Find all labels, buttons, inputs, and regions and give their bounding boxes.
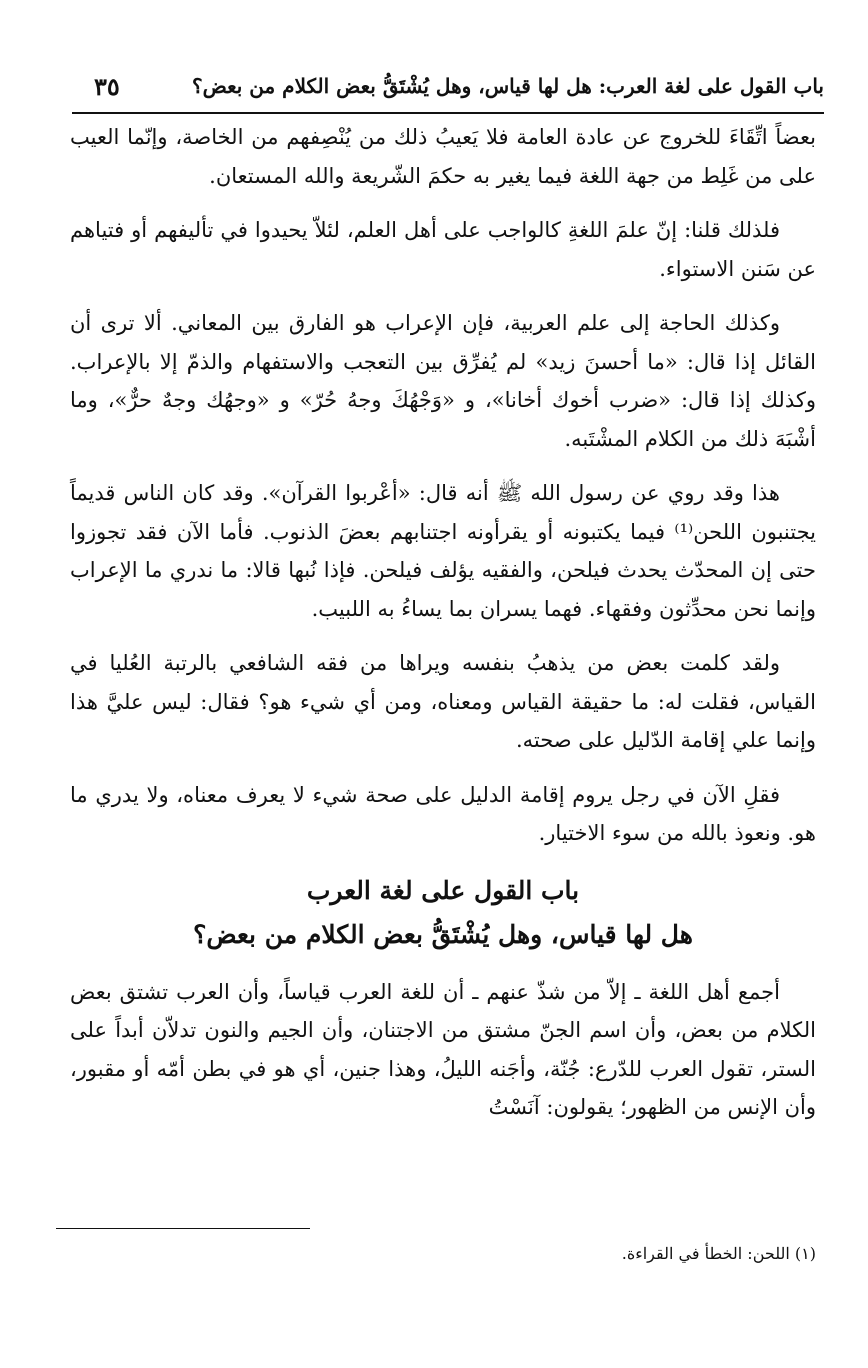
- footnote-divider: [56, 1228, 310, 1229]
- body-text: [70, 118, 816, 1143]
- header-title: باب القول على لغة العرب: هل لها قياس، وهل يُشْتَقُّ بعض الكلام من بعض؟: [191, 74, 824, 98]
- page-number: ٣٥: [94, 72, 120, 101]
- section-heading-line-1: باب القول على لغة العرب: [306, 875, 580, 905]
- footnote: (١) اللحن: الخطأ في القراءة.: [621, 1244, 816, 1263]
- paragraph-3: وكذلك الحاجة إلى علم العربية، فإن الإعراب هو الفارق بين المعاني. ألا ترى أن القائل إذا قال: «ما أحسنَ زيد» لم يُفرِّق بين التعجب والاستفهام والذمّ إلا بالإعراب. وكذلك إذا قال: «ضرب أخوك أخانا»، و «وَجْهُكَ وجهُ حُرّ» و «وجهُك وجهٌ حرٌّ»، وما أشْبَهَ ذلك من الكلام المشْتَبه.: [70, 311, 816, 451]
- section-paragraph: أجمع أهل اللغة ـ إلاّ من شذّ عنهم ـ أن للغة العرب قياساً، وأن العرب تشتق بعض الكلام من بعض، وأن اسم الجنّ مشتق من الاجتنان، وأن الجيم والنون تدلاّن أبداً على الستر، تقول العرب للدّرع: جُنّة، وأجَنه الليلُ، وهذا جنين، أي هو في بطن أمّه أو مقبور، وأن الإنس من الظهور؛ يقولون: آنَسْتُ: [70, 979, 816, 1119]
- section-heading-line-2: هل لها قياس، وهل يُشْتَقُّ بعض الكلام من بعض؟: [193, 919, 693, 949]
- paragraph-2: فلذلك قلنا: إنّ علمَ اللغةِ كالواجب على أهل العلم، لئلاّ يحيدوا في تأليفهم أو فتياهم عن سَنن الاستواء.: [70, 218, 816, 281]
- running-header: [72, 72, 824, 114]
- paragraph-5: ولقد كلمت بعض من يذهبُ بنفسه ويراها من فقه الشافعي بالرتبة العُليا في القياس، فقلت له: ما حقيقة القياس ومعناه، ومن أي شيء هو؟ فقال: ليس عليَّ هذا وإنما علي إقامة الدّليل على صحته.: [70, 651, 816, 752]
- paragraph-4: هذا وقد روي عن رسول الله ﷺ أنه قال: «أعْربوا القرآن». وقد كان الناس قديماً يجتنبون اللحن⁽¹⁾ فيما يكتبونه أو يقرأونه اجتنابهم بعضَ الذنوب. فأما الآن فقد تجوزوا حتى إن المحدّث يحدث فيلحن، والفقيه يؤلف فيلحن. فإذا نُبها قالا: ما ندري ما الإعراب وإنما نحن محدِّثون وفقهاء. فهما يسران بما يساءُ به اللبيب.: [70, 481, 817, 621]
- paragraph-1: بعضاً اتِّقَاءَ للخروج عن عادة العامة فلا يَعيبُ ذلك من يُنْصِفهم من الخاصة، وإنّما العيب على من غَلِط من جهة اللغة فيما يغير به حكمَ الشّريعة والله المستعان.: [70, 125, 816, 188]
- paragraph-6: فقلِ الآن في رجل يروم إقامة الدليل على صحة شيء لا يعرف معناه، ولا يدري ما هو. ونعوذ بالله من سوء الاختيار.: [70, 782, 816, 845]
